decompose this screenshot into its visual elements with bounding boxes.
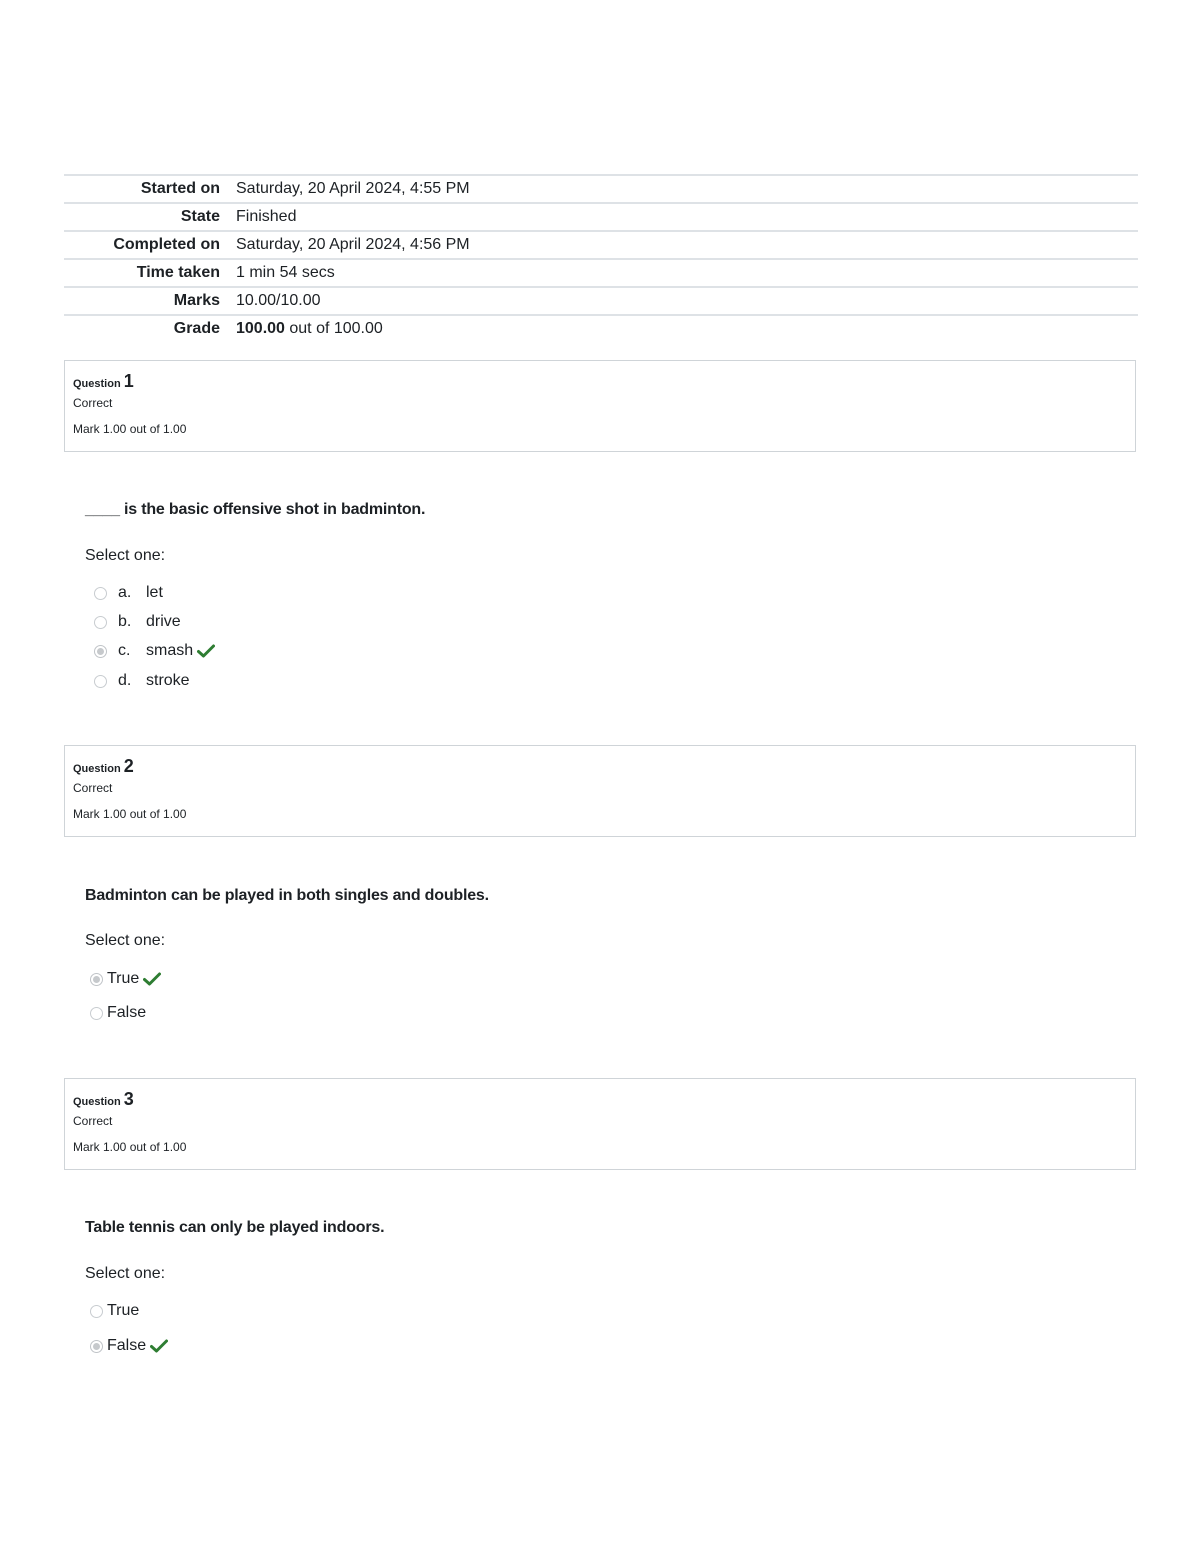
option-letter: c.: [118, 642, 131, 659]
question-info-box: [64, 1078, 1136, 1170]
question-grade: Mark 1.00 out of 1.00: [73, 1140, 187, 1154]
answer-option-a[interactable]: [94, 582, 163, 604]
radio-icon[interactable]: [90, 1007, 103, 1020]
option-text: False: [107, 1004, 147, 1021]
question-number: [73, 371, 1127, 392]
option-text: smash: [146, 642, 194, 659]
question-label: Question: [73, 378, 121, 390]
question-grade: Mark 1.00 out of 1.00: [73, 807, 187, 821]
radio-icon[interactable]: [94, 587, 107, 600]
answer-option-d[interactable]: [94, 670, 190, 692]
summary-label: Completed on: [113, 236, 220, 253]
answer-option-false[interactable]: [90, 1002, 146, 1024]
summary-row-started: [64, 175, 1138, 203]
summary-value: 10.00/10.00: [236, 292, 321, 309]
radio-icon[interactable]: [94, 645, 107, 658]
option-letter: d.: [118, 672, 132, 689]
summary-row-grade: [64, 315, 1138, 342]
question-info-box: [64, 745, 1136, 837]
select-one-prompt: Select one:: [85, 1265, 166, 1282]
answer-option-false[interactable]: [90, 1335, 168, 1357]
attempt-summary-table: [64, 174, 1138, 342]
answer-option-true[interactable]: [90, 1300, 139, 1322]
question-number-value: 3: [123, 1089, 134, 1109]
summary-value: [236, 315, 1138, 342]
radio-icon[interactable]: [94, 675, 107, 688]
check-icon: [150, 1339, 168, 1353]
check-icon: [143, 972, 161, 986]
summary-label: Time taken: [136, 264, 220, 281]
option-text: True: [107, 970, 140, 987]
summary-value: Saturday, 20 April 2024, 4:55 PM: [236, 180, 470, 197]
question-number: [73, 756, 1127, 777]
option-text: False: [107, 1337, 147, 1354]
summary-value: Saturday, 20 April 2024, 4:56 PM: [236, 236, 470, 253]
answer-option-true[interactable]: [90, 968, 161, 990]
option-text: drive: [146, 613, 181, 630]
question-state: Correct: [73, 781, 113, 795]
option-text: True: [107, 1302, 140, 1319]
question-text: ____ is the basic offensive shot in badminton.: [85, 501, 426, 518]
question-label: Question: [73, 1096, 121, 1108]
question-number-value: 1: [123, 371, 134, 391]
option-text: stroke: [146, 672, 190, 689]
question-number-value: 2: [123, 756, 134, 776]
radio-icon[interactable]: [90, 973, 103, 986]
summary-value: Finished: [236, 208, 297, 225]
radio-icon[interactable]: [90, 1305, 103, 1318]
select-one-prompt: Select one:: [85, 932, 166, 949]
question-state: Correct: [73, 1114, 113, 1128]
option-letter: b.: [118, 613, 132, 630]
question-text: Table tennis can only be played indoors.: [85, 1219, 385, 1236]
summary-label: Marks: [173, 292, 220, 309]
radio-icon[interactable]: [94, 616, 107, 629]
select-one-prompt: Select one:: [85, 547, 166, 564]
radio-icon[interactable]: [90, 1340, 103, 1353]
option-text: let: [146, 584, 163, 601]
summary-row-time-taken: [64, 259, 1138, 287]
summary-label: Started on: [140, 180, 220, 197]
question-text: Badminton can be played in both singles and doubles.: [85, 887, 489, 904]
question-label: Question: [73, 763, 121, 775]
grade-total: out of 100.00: [284, 320, 383, 337]
answer-option-b[interactable]: [94, 611, 181, 633]
answer-option-c[interactable]: [94, 640, 215, 662]
summary-row-state: [64, 203, 1138, 231]
question-state: Correct: [73, 396, 113, 410]
check-icon: [197, 644, 215, 658]
question-info-box: [64, 360, 1136, 452]
option-letter: a.: [118, 584, 132, 601]
summary-label: Grade: [173, 320, 220, 337]
summary-row-marks: [64, 287, 1138, 315]
question-grade: Mark 1.00 out of 1.00: [73, 422, 187, 436]
summary-value: 1 min 54 secs: [236, 264, 335, 281]
summary-row-completed: [64, 231, 1138, 259]
question-number: [73, 1089, 1127, 1110]
summary-label: State: [180, 208, 220, 225]
grade-score: 100.00: [236, 320, 285, 337]
